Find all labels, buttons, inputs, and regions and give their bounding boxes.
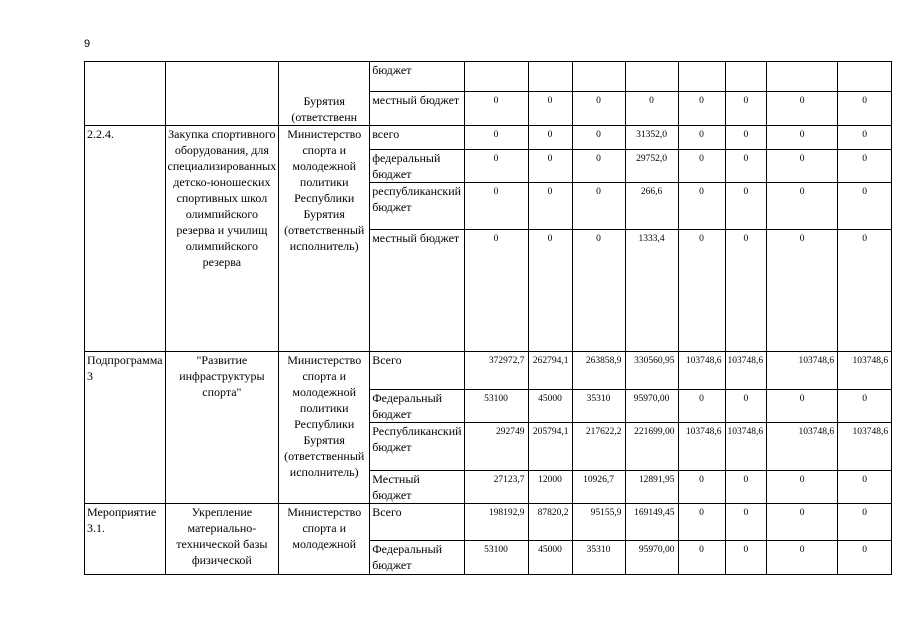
value-cell: 0: [678, 126, 725, 150]
executor-cell: Министерство спорта и молодежной политики Республики Бурятия (ответственный исполнитель): [279, 126, 370, 352]
value-cell: 0: [838, 150, 892, 183]
value-cell: 53100: [464, 541, 528, 575]
value-cell: 262794,1: [528, 352, 572, 390]
value-cell: 35310: [572, 390, 625, 423]
value-cell: 0: [464, 230, 528, 352]
value-cell: 0: [528, 126, 572, 150]
value-cell: 0: [838, 183, 892, 230]
value-cell: 0: [464, 183, 528, 230]
value-cell: 0: [464, 92, 528, 126]
value-cell: 205794,1: [528, 423, 572, 471]
value-cell: 0: [725, 471, 767, 504]
value-cell: 0: [767, 471, 838, 504]
value-cell: 0: [838, 126, 892, 150]
value-cell: 0: [678, 92, 725, 126]
table-cell: [85, 62, 166, 126]
value-cell: 0: [767, 126, 838, 150]
code-cell: 2.2.4.: [85, 126, 166, 352]
value-cell: 0: [528, 230, 572, 352]
value-cell: 0: [725, 183, 767, 230]
value-cell: 0: [678, 230, 725, 352]
name-cell: "Развитие инфраструктуры спорта": [165, 352, 279, 504]
value-cell: 103748,6: [678, 352, 725, 390]
value-cell: 0: [572, 183, 625, 230]
value-cell: 53100: [464, 390, 528, 423]
value-cell: 103748,6: [838, 423, 892, 471]
value-cell: 45000: [528, 390, 572, 423]
value-cell: 103748,6: [838, 352, 892, 390]
value-cell: 103748,6: [767, 352, 838, 390]
value-cell: 330560,95: [625, 352, 678, 390]
value-cell: 0: [725, 390, 767, 423]
value-cell: 0: [838, 541, 892, 575]
value-cell: 0: [725, 150, 767, 183]
value-cell: 0: [625, 92, 678, 126]
value-cell: 12891,95: [625, 471, 678, 504]
value-cell: 0: [767, 183, 838, 230]
value-cell: 0: [464, 126, 528, 150]
value-cell: 1333,4: [625, 230, 678, 352]
value-cell: 263858,9: [572, 352, 625, 390]
code-cell: Мероприятие 3.1.: [85, 504, 166, 575]
source-cell: Федеральный бюджет: [370, 390, 464, 423]
value-cell: 217622,2: [572, 423, 625, 471]
value-cell: 0: [838, 92, 892, 126]
page-number: 9: [84, 38, 91, 50]
source-cell: республиканский бюджет: [370, 183, 464, 230]
source-cell: бюджет: [370, 62, 464, 92]
executor-cell: Министерство спорта и молодежной политики Республики Бурятия (ответственный исполнитель): [279, 352, 370, 504]
value-cell: 0: [572, 150, 625, 183]
value-cell: 0: [767, 92, 838, 126]
value-cell: 0: [767, 504, 838, 541]
value-cell: 0: [767, 150, 838, 183]
value-cell: 0: [725, 541, 767, 575]
value-cell: 31352,0: [625, 126, 678, 150]
value-cell: 0: [725, 230, 767, 352]
value-cell: 103748,6: [678, 423, 725, 471]
source-cell: федеральный бюджет: [370, 150, 464, 183]
value-cell: 0: [678, 183, 725, 230]
source-cell: Всего: [370, 352, 464, 390]
value-cell: 103748,6: [767, 423, 838, 471]
value-cell: 169149,45: [625, 504, 678, 541]
source-cell: Всего: [370, 504, 464, 541]
value-cell: 0: [678, 150, 725, 183]
value-cell: 35310: [572, 541, 625, 575]
value-cell: 0: [678, 471, 725, 504]
value-cell: 29752,0: [625, 150, 678, 183]
value-cell: 0: [528, 92, 572, 126]
value-cell: 0: [838, 390, 892, 423]
source-cell: местный бюджет: [370, 92, 464, 126]
value-cell: 372972,7: [464, 352, 528, 390]
source-cell: Федеральный бюджет: [370, 541, 464, 575]
value-cell: 0: [528, 183, 572, 230]
value-cell: 0: [838, 230, 892, 352]
value-cell: 0: [572, 230, 625, 352]
value-cell: 0: [678, 504, 725, 541]
value-cell: 0: [767, 390, 838, 423]
value-cell: 103748,6: [725, 352, 767, 390]
source-cell: всего: [370, 126, 464, 150]
value-cell: 95155,9: [572, 504, 625, 541]
value-cell: 0: [838, 504, 892, 541]
value-cell: 0: [572, 126, 625, 150]
value-cell: 0: [725, 92, 767, 126]
value-cell: 0: [464, 150, 528, 183]
source-cell: местный бюджет: [370, 230, 464, 352]
value-cell: 0: [528, 150, 572, 183]
budget-table: [84, 61, 892, 575]
value-cell: 87820,2: [528, 504, 572, 541]
value-cell: 0: [767, 230, 838, 352]
value-cell: 95970,00: [625, 541, 678, 575]
name-cell: Укрепление материально-технической базы физической: [165, 504, 279, 575]
value-cell: 12000: [528, 471, 572, 504]
value-cell: 10926,7: [572, 471, 625, 504]
name-cell: Закупка спортивного оборудования, для специализированных детско-юношеских спортивных школ олимпийского резерва и училищ олимпийского резерва: [165, 126, 279, 352]
value-cell: 0: [725, 504, 767, 541]
value-cell: 103748,6: [725, 423, 767, 471]
value-cell: 266,6: [625, 183, 678, 230]
value-cell: 221699,00: [625, 423, 678, 471]
source-cell: Республиканский бюджет: [370, 423, 464, 471]
value-cell: 0: [767, 541, 838, 575]
value-cell: 198192,9: [464, 504, 528, 541]
source-cell: Местный бюджет: [370, 471, 464, 504]
value-cell: 0: [678, 541, 725, 575]
value-cell: 27123,7: [464, 471, 528, 504]
executor-cell: Министерство спорта и молодежной: [279, 504, 370, 575]
executor-cell: Бурятия (ответственн: [279, 62, 370, 126]
value-cell: 45000: [528, 541, 572, 575]
table-cell: [165, 62, 279, 126]
value-cell: 95970,00: [625, 390, 678, 423]
code-cell: Подпрограмма 3: [85, 352, 166, 504]
value-cell: 0: [572, 92, 625, 126]
value-cell: 292749: [464, 423, 528, 471]
value-cell: 0: [678, 390, 725, 423]
value-cell: 0: [838, 471, 892, 504]
value-cell: 0: [725, 126, 767, 150]
